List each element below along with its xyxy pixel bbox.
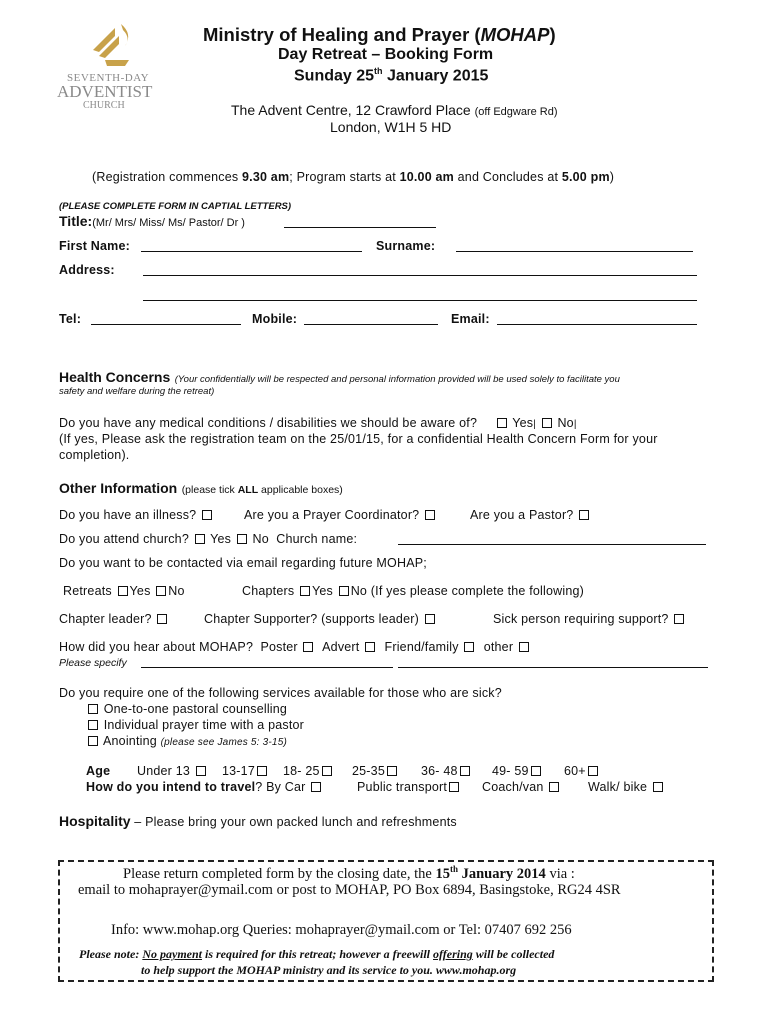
illness-checkbox[interactable] (202, 510, 212, 520)
age-18-25-checkbox[interactable] (322, 766, 332, 776)
walk-option: Walk/ bike (588, 780, 665, 794)
first-name-label: First Name: (59, 239, 130, 253)
illness-question: Do you have an illness? (59, 508, 214, 522)
other-checkbox[interactable] (519, 642, 529, 652)
poster-checkbox[interactable] (303, 642, 313, 652)
mobile-label: Mobile: (252, 312, 298, 326)
age-under13-checkbox[interactable] (196, 766, 206, 776)
church-yes-checkbox[interactable] (195, 534, 205, 544)
age-49-59-checkbox[interactable] (531, 766, 541, 776)
coordinator-checkbox[interactable] (425, 510, 435, 520)
advert-checkbox[interactable] (365, 642, 375, 652)
tel-input[interactable] (91, 313, 241, 325)
walk-checkbox[interactable] (653, 782, 663, 792)
medical-followup-2: completion). (59, 448, 130, 462)
prayer-time-checkbox[interactable] (88, 720, 98, 730)
travel-question: How do you intend to travel? By Car (86, 780, 323, 794)
friend-checkbox[interactable] (464, 642, 474, 652)
payment-note-2: to help support the MOHAP ministry and its service to you. www.mohap.org (141, 963, 517, 977)
medical-yes-checkbox[interactable] (497, 418, 507, 428)
registration-times: (Registration commences 9.30 am; Program starts at 10.00 am and Concludes at 5.00 pm) (92, 170, 615, 184)
first-name-input[interactable] (141, 240, 362, 252)
event-date: Sunday 25th January 2015 (294, 66, 489, 85)
return-line-1: Please return completed form by the closing date, the 15th January 2014 via : (123, 864, 575, 882)
page-title: Ministry of Healing and Prayer (MOHAP) (203, 24, 556, 45)
pastor-question: Are you a Pastor? (470, 508, 591, 522)
anointing-checkbox[interactable] (88, 736, 98, 746)
logo-line-1: SEVENTH-DAY (67, 72, 150, 84)
address-input-1[interactable] (143, 264, 697, 276)
coach-option: Coach/van (482, 780, 561, 794)
age-25-35-checkbox[interactable] (387, 766, 397, 776)
service-option-1: One-to-one pastoral counselling (86, 702, 287, 716)
chapter-supporter-option: Chapter Supporter? (supports leader) (204, 612, 437, 626)
surname-label: Surname: (376, 239, 436, 253)
hospitality-line: Hospitality – Please bring your own packed lunch and refreshments (59, 813, 457, 829)
service-option-2: Individual prayer time with a pastor (86, 718, 304, 732)
age-49-59: 49- 59 (492, 764, 543, 778)
mobile-input[interactable] (304, 313, 438, 325)
health-heading: Health Concerns (Your confidentially will be respected and personal information provided will be used solely to facilitate you (59, 369, 620, 385)
age-under13: Under 13 (137, 764, 208, 778)
car-checkbox[interactable] (311, 782, 321, 792)
pastor-checkbox[interactable] (579, 510, 589, 520)
chapters-yes-checkbox[interactable] (300, 586, 310, 596)
church-name-input[interactable] (398, 533, 706, 545)
chapter-leader-checkbox[interactable] (157, 614, 167, 624)
address-label: Address: (59, 263, 115, 277)
email-label: Email: (451, 312, 490, 326)
hear-question: How did you hear about MOHAP? Poster Advert Friend/family other (59, 640, 531, 654)
church-question: Do you attend church? Yes No Church name: (59, 532, 358, 546)
age-label: Age (86, 764, 111, 778)
age-36-48: 36- 48 (421, 764, 472, 778)
chapters-no-checkbox[interactable] (339, 586, 349, 596)
logo-line-2: ADVENTIST (57, 82, 153, 101)
return-line-2: email to mohaprayer@ymail.com or post to MOHAP, PO Box 6894, Basingstoke, RG24 4SR (78, 882, 621, 898)
venue-address: The Advent Centre, 12 Crawford Place (off Edgware Rd) (231, 102, 558, 118)
chapter-supporter-checkbox[interactable] (425, 614, 435, 624)
medical-question: Do you have any medical conditions / disabilities we should be aware of? Yes| No| (59, 416, 577, 430)
adventist-flame-icon (85, 22, 145, 68)
age-18-25: 18- 25 (283, 764, 334, 778)
caps-note: (PLEASE COMPLETE FORM IN CAPTIAL LETTERS) (59, 201, 292, 212)
title-input[interactable] (284, 216, 436, 228)
logo-line-3: CHURCH (83, 100, 125, 111)
title-field: Title:(Mr/ Mrs/ Miss/ Ms/ Pastor/ Dr ) (59, 213, 245, 229)
sick-support-option: Sick person requiring support? (493, 612, 686, 626)
info-line: Info: www.mohap.org Queries: mohaprayer@ymail.com or Tel: 07407 692 256 (111, 922, 572, 938)
surname-input[interactable] (456, 240, 693, 252)
age-13-17: 13-17 (222, 764, 269, 778)
page-subtitle: Day Retreat – Booking Form (278, 46, 494, 63)
specify-label: Please specify (59, 657, 127, 669)
medical-followup-1: (If yes, Please ask the registration team on the 25/01/15, for a confidential Health Concern Form for your (59, 432, 658, 446)
counselling-checkbox[interactable] (88, 704, 98, 714)
coach-checkbox[interactable] (549, 782, 559, 792)
age-13-17-checkbox[interactable] (257, 766, 267, 776)
sick-support-checkbox[interactable] (674, 614, 684, 624)
age-60-plus: 60+ (564, 764, 600, 778)
age-60-plus-checkbox[interactable] (588, 766, 598, 776)
services-question: Do you require one of the following services available for those who are sick? (59, 686, 502, 700)
email-input[interactable] (497, 313, 697, 325)
contact-question: Do you want to be contacted via email regarding future MOHAP; (59, 556, 427, 570)
address-input-2[interactable] (143, 289, 697, 301)
church-no-checkbox[interactable] (237, 534, 247, 544)
logo (55, 22, 167, 114)
chapters-option: Chapters Yes No (If yes please complete the following) (242, 584, 585, 598)
payment-note-1: Please note: No payment is required for this retreat; however a freewill offering will be collected (79, 947, 555, 961)
health-note: safety and welfare during the retreat) (59, 386, 215, 397)
retreats-yes-checkbox[interactable] (118, 586, 128, 596)
age-36-48-checkbox[interactable] (460, 766, 470, 776)
specify-input-2[interactable] (398, 656, 708, 668)
chapter-leader-option: Chapter leader? (59, 612, 169, 626)
public-transport-option: Public transport (357, 780, 461, 794)
venue-city: London, W1H 5 HD (330, 119, 452, 135)
retreats-option: Retreats Yes No (63, 584, 185, 598)
public-transport-checkbox[interactable] (449, 782, 459, 792)
age-25-35: 25-35 (352, 764, 399, 778)
retreats-no-checkbox[interactable] (156, 586, 166, 596)
coordinator-question: Are you a Prayer Coordinator? (244, 508, 437, 522)
service-option-3: Anointing (please see James 5: 3-15) (86, 734, 287, 748)
tel-label: Tel: (59, 312, 82, 326)
other-heading: Other Information (please tick ALL applicable boxes) (59, 480, 343, 496)
medical-no-checkbox[interactable] (542, 418, 552, 428)
specify-input-1[interactable] (141, 656, 393, 668)
